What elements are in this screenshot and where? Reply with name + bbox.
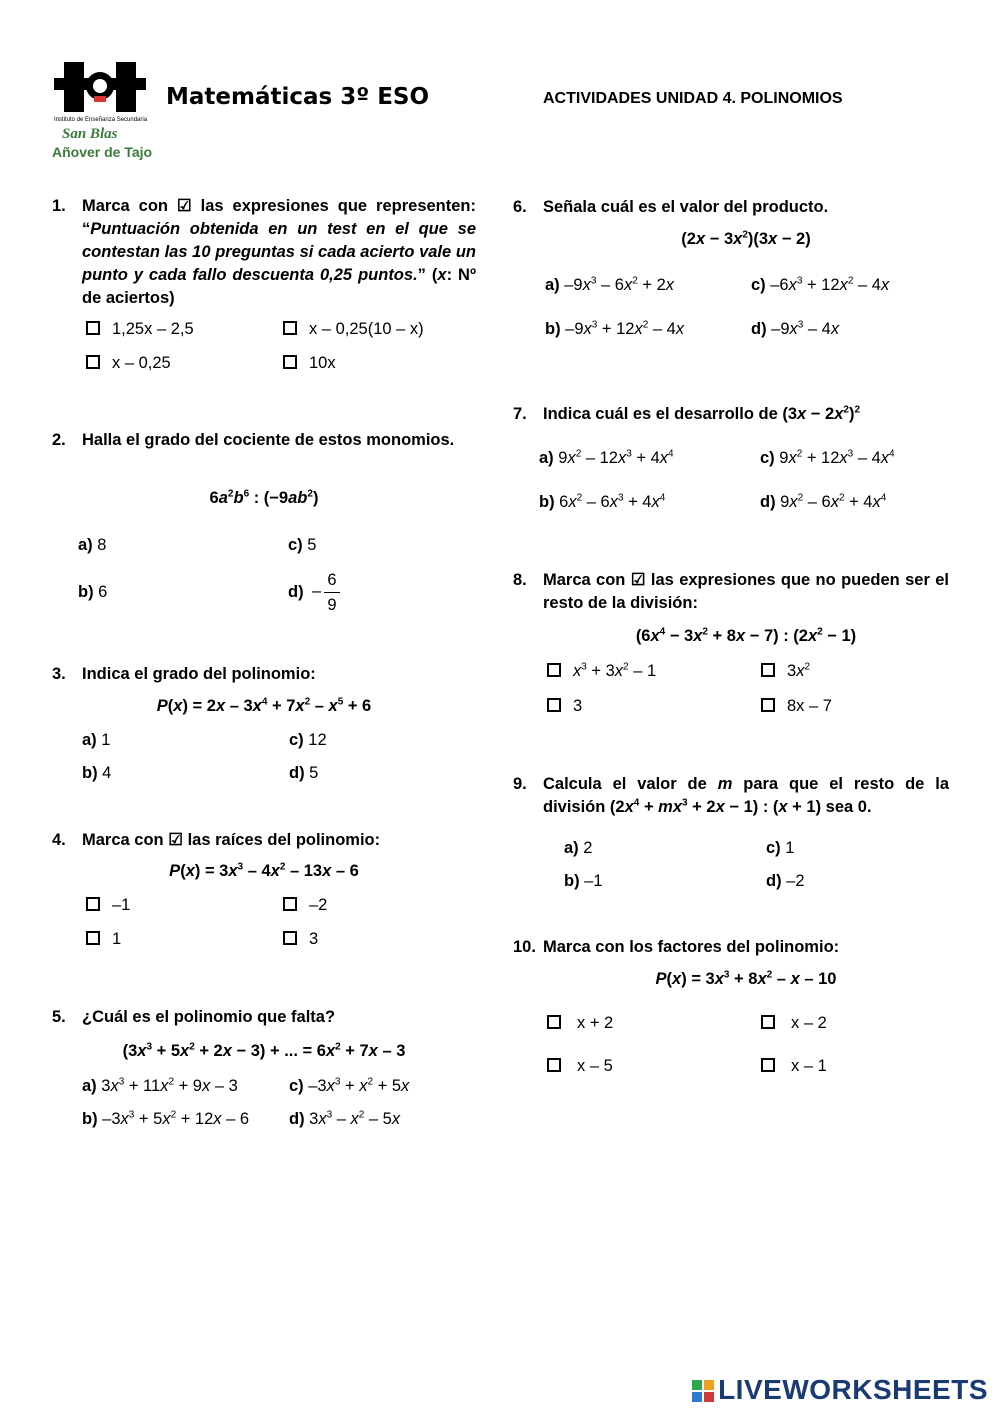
- checkbox-icon[interactable]: [761, 1015, 775, 1029]
- q2-option-c-letter: c): [288, 536, 303, 554]
- question-5-number: 5.: [52, 1008, 66, 1026]
- q2-fraction-sign: –: [312, 582, 322, 600]
- q2-fraction-denominator: 9: [327, 596, 337, 614]
- q4-option-3-label: 1: [112, 930, 122, 948]
- q3-option-c[interactable]: [289, 731, 327, 750]
- question-2-text: Halla el grado del cociente de estos monomios.: [82, 431, 455, 449]
- q6-option-b[interactable]: b) $-9x^3 + 12x^2 - 4x$: [545, 319, 685, 338]
- question-4-formula: $P(x) = 3x^3 - 4x^2 - 13x - 6$: [169, 861, 359, 880]
- checkbox-icon[interactable]: [86, 931, 100, 945]
- q2-option-d[interactable]: [288, 583, 304, 602]
- question-3-text: Indica el grado del polinomio:: [82, 665, 316, 683]
- question-3-formula: $P(x) = 2x - 3x^4 + 7x^2 - x^5 + 6$: [156, 696, 372, 715]
- question-6-number: 6.: [513, 198, 527, 216]
- q10-option-1-label: x + 2: [577, 1014, 614, 1032]
- q3-option-b[interactable]: [82, 764, 111, 783]
- question-1-text: Marca con ☑ las expresiones que representen: “Puntuación obtenida en un test en el que se contestan las 10 preguntas si cada acierto vale un punto y cada fallo descuenta 0,25 puntos.” (x: Nº de aciertos): [82, 197, 476, 307]
- question-7-number: 7.: [513, 405, 527, 423]
- q8-option-3-label: 3: [573, 697, 583, 715]
- q2-option-a-value: 8: [97, 536, 107, 554]
- q6-option-c[interactable]: c) $-6x^3 + 12x^2 - 4x$: [751, 275, 890, 294]
- checkbox-icon[interactable]: [761, 663, 775, 677]
- q8-option-4-label: 8x – 7: [787, 697, 832, 715]
- q1-option-3[interactable]: [86, 354, 171, 373]
- question-9-text: Calcula el valor de m para que el resto de la división $(2x^4 + mx^3 + 2x - 1)$ : (x + 1) sea 0.: [543, 775, 950, 816]
- question-10-formula: $P(x) = 3x^3 + 8x^2 - x - 10$: [655, 969, 837, 988]
- q2-fraction-numerator: 6: [327, 571, 337, 589]
- checkbox-icon[interactable]: [547, 698, 561, 712]
- q9-option-c-letter: c): [766, 839, 781, 857]
- q4-option-2-label: –2: [309, 896, 328, 914]
- q7-option-c[interactable]: c) $9x^2 + 12x^3 - 4x^4$: [760, 448, 895, 467]
- q1-option-3-label: x – 0,25: [112, 354, 171, 372]
- q1-option-4[interactable]: [283, 354, 336, 373]
- question-8-number: 8.: [513, 571, 527, 589]
- liveworksheets-icon: [692, 1380, 714, 1402]
- checkbox-icon[interactable]: [283, 355, 297, 369]
- q4-option-1[interactable]: [86, 896, 130, 915]
- q3-option-b-letter: b): [82, 764, 98, 782]
- logo-text-sanblas: San Blas: [62, 126, 118, 142]
- q8-option-1[interactable]: $x^3 + 3x^2 - 1$: [547, 662, 656, 681]
- q8-option-2[interactable]: $3x^2$: [761, 662, 810, 681]
- q9-option-c[interactable]: [766, 839, 794, 858]
- question-7-text: Indica cuál es el desarrollo de $(3x - 2x^2)^2$: [543, 404, 861, 423]
- q4-option-3[interactable]: [86, 930, 121, 949]
- checkbox-icon[interactable]: [283, 897, 297, 911]
- question-10-number: 10.: [513, 938, 536, 956]
- q7-option-d[interactable]: d) $9x^2 - 6x^2 + 4x^4$: [760, 492, 887, 511]
- checkbox-icon[interactable]: [761, 698, 775, 712]
- question-6-formula: $(2x - 3x^2)(3x - 2)$: [681, 229, 811, 248]
- q3-option-d-letter: d): [289, 764, 305, 782]
- logo-graphic: [52, 58, 152, 162]
- question-3-number: 3.: [52, 665, 66, 683]
- question-8-formula: $(6x^4 - 3x^2 + 8x - 7)$ : $(2x^2 - 1)$: [635, 626, 857, 645]
- q10-option-2-label: x – 2: [791, 1014, 827, 1032]
- q7-option-a[interactable]: a) $9x^2 - 12x^3 + 4x^4$: [539, 448, 674, 467]
- q7-option-b[interactable]: b) $6x^2 - 6x^3 + 4x^4$: [539, 492, 666, 511]
- q3-option-a[interactable]: [82, 731, 110, 750]
- q10-option-2[interactable]: [761, 1014, 827, 1033]
- question-2-number: 2.: [52, 431, 66, 449]
- q10-option-4-label: x – 1: [791, 1057, 827, 1075]
- question-1-number: 1.: [52, 197, 66, 215]
- q3-option-a-letter: a): [82, 731, 97, 749]
- q2-option-a[interactable]: [78, 536, 106, 555]
- logo-text-town: Añover de Tajo: [52, 144, 152, 160]
- q5-option-a[interactable]: a) $3x^3 + 11x^2 + 9x - 3$: [82, 1076, 238, 1095]
- q10-option-1[interactable]: [547, 1014, 613, 1033]
- q10-option-4[interactable]: [761, 1057, 827, 1076]
- q4-option-4-label: 3: [309, 930, 319, 948]
- question-5-text: ¿Cuál es el polinomio que falta?: [82, 1008, 336, 1026]
- subject-title: Matemáticas 3º ESO: [166, 84, 430, 110]
- q2-option-d-letter: d): [288, 583, 304, 601]
- q2-option-a-letter: a): [78, 536, 93, 554]
- checkbox-icon[interactable]: [86, 321, 100, 335]
- checkbox-icon[interactable]: [547, 663, 561, 677]
- question-7-label: Indica cuál es el desarrollo de: [543, 405, 778, 423]
- question-5-formula: $(3x^3 + 5x^2 + 2x - 3)$ + ... = $6x^2 + 7x - 3$: [122, 1041, 406, 1060]
- q9-option-a[interactable]: [564, 839, 592, 858]
- liveworksheets-brand: [692, 1374, 988, 1406]
- q9-option-b-value: –1: [584, 872, 603, 890]
- q3-option-c-value: 12: [308, 731, 327, 749]
- q9-option-c-value: 1: [785, 839, 795, 857]
- checkbox-icon[interactable]: [761, 1058, 775, 1072]
- question-6-text: Señala cuál es el valor del producto.: [543, 198, 829, 216]
- checkbox-icon[interactable]: [283, 321, 297, 335]
- q1-option-2-label: x – 0,25(10 – x): [309, 320, 424, 338]
- q2-option-b[interactable]: [78, 583, 107, 602]
- q1-option-4-label: 10x: [309, 354, 336, 372]
- q3-option-b-value: 4: [102, 764, 112, 782]
- q8-option-4[interactable]: [761, 697, 832, 716]
- school-logo: [52, 58, 152, 162]
- q2-option-b-value: 6: [98, 583, 108, 601]
- checkbox-icon[interactable]: [283, 931, 297, 945]
- logo-text-institute: Instituto de Enseñanza Secundaria: [54, 117, 148, 123]
- q5-option-d[interactable]: d) $3x^3 - x^2 - 5x$: [289, 1109, 401, 1128]
- q3-option-d-value: 5: [309, 764, 319, 782]
- q6-option-a[interactable]: a) $-9x^3 - 6x^2 + 2x$: [545, 275, 674, 294]
- q9-option-d-letter: d): [766, 872, 782, 890]
- q9-option-b-letter: b): [564, 872, 580, 890]
- q1-option-2[interactable]: [283, 320, 424, 339]
- q9-option-b[interactable]: [564, 872, 603, 891]
- q9-option-a-value: 2: [583, 839, 593, 857]
- checkbox-icon[interactable]: [86, 897, 100, 911]
- q3-option-d[interactable]: [289, 764, 318, 783]
- q4-option-1-label: –1: [112, 896, 131, 914]
- q9-option-a-letter: a): [564, 839, 579, 857]
- question-10-text: Marca con los factores del polinomio:: [543, 938, 840, 956]
- question-9-number: 9.: [513, 775, 527, 793]
- q2-fraction-bar: [324, 592, 340, 593]
- q10-option-3[interactable]: [547, 1057, 613, 1076]
- liveworksheets-text: LIVEWORKSHEETS: [718, 1374, 988, 1405]
- question-4-number: 4.: [52, 831, 66, 849]
- question-4-text: Marca con ☑ las raíces del polinomio:: [82, 831, 381, 849]
- checkbox-icon[interactable]: [86, 355, 100, 369]
- q4-option-2[interactable]: [283, 896, 327, 915]
- q3-option-a-value: 1: [101, 731, 111, 749]
- unit-title: ACTIVIDADES UNIDAD 4. POLINOMIOS: [543, 90, 843, 107]
- q2-option-c-value: 5: [307, 536, 317, 554]
- q3-option-c-letter: c): [289, 731, 304, 749]
- checkbox-icon[interactable]: [547, 1015, 561, 1029]
- q1-option-1[interactable]: [86, 320, 194, 339]
- q5-option-c[interactable]: c) $-3x^3 + x^2 + 5x$: [289, 1076, 410, 1095]
- q5-option-b[interactable]: b) $-3x^3 + 5x^2 + 12x - 6$: [82, 1109, 250, 1128]
- q10-option-3-label: x – 5: [577, 1057, 613, 1075]
- q8-option-3[interactable]: [547, 697, 582, 716]
- q9-option-d[interactable]: [766, 872, 805, 891]
- q6-option-d[interactable]: d) $-9x^3 - 4x$: [751, 319, 840, 338]
- question-8-text: Marca con ☑ las expresiones que no pueden ser el resto de la división:: [543, 571, 949, 612]
- q2-option-c[interactable]: [288, 536, 316, 555]
- q2-option-b-letter: b): [78, 583, 94, 601]
- q4-option-4[interactable]: [283, 930, 318, 949]
- q1-option-1-label: 1,25x – 2,5: [112, 320, 194, 338]
- question-2-formula: $6a^2b^6$ : $(-9ab^2)$: [209, 488, 319, 507]
- checkbox-icon[interactable]: [547, 1058, 561, 1072]
- q9-option-d-value: –2: [786, 872, 805, 890]
